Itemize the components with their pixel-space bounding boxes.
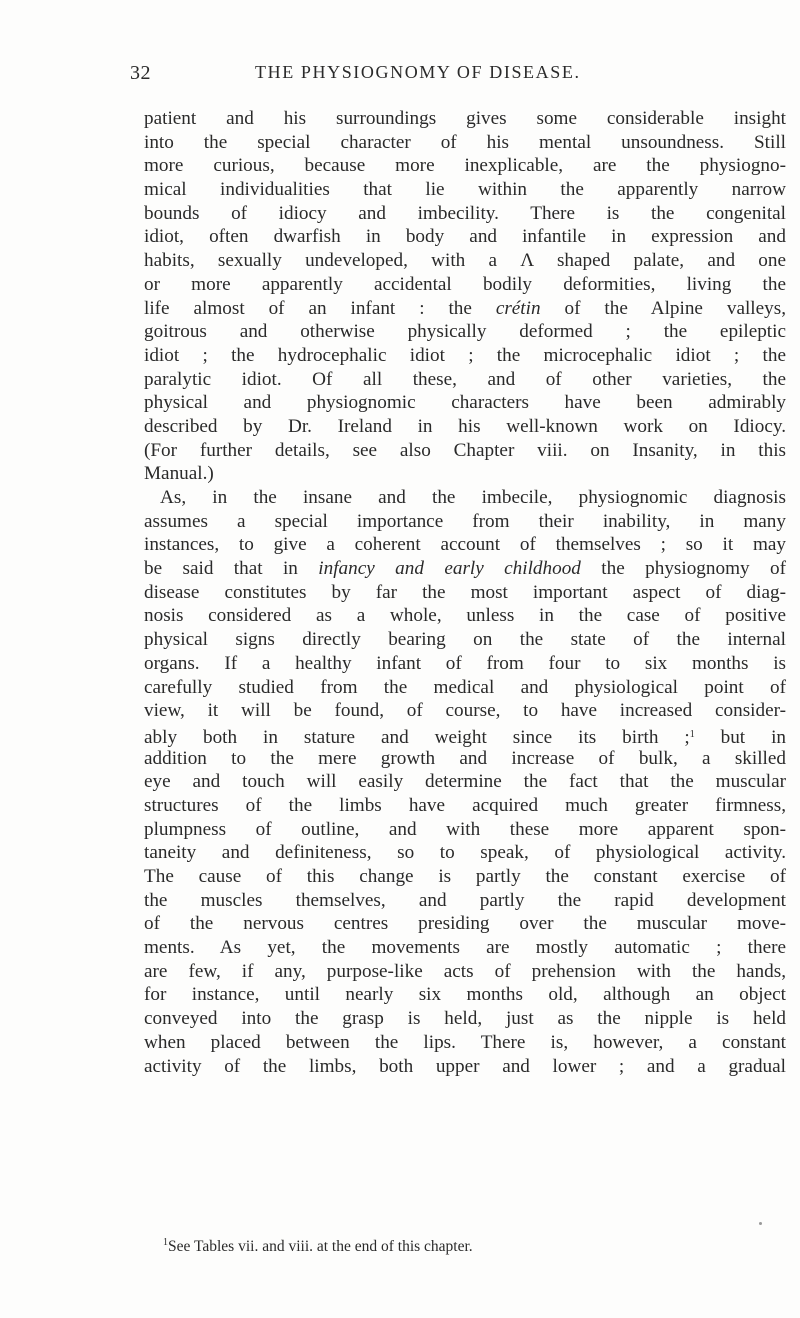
text-line: when placed between the lips. There is, however, a constant: [144, 1031, 786, 1053]
text-line: physical signs directly bearing on the state of the internal: [144, 629, 786, 651]
footnote-reference[interactable]: 1: [689, 728, 695, 740]
text-line: taneity and definiteness, so to speak, of physiological activity.: [144, 842, 786, 864]
body-text: [144, 107, 786, 1078]
footnote: [163, 1237, 473, 1256]
text-line: (For further details, see also Chapter viii. on Insanity, in this: [144, 439, 786, 461]
text-fragment: of the Alpine valleys,: [540, 297, 786, 319]
text-line: conveyed into the grasp is held, just as the nipple is held: [144, 1008, 786, 1030]
text-fragment: life almost of an infant : the: [144, 297, 496, 319]
running-head: [0, 62, 800, 92]
italic-phrase: infancy and early childhood: [318, 558, 581, 580]
text-line: plumpness of outline, and with these more apparent spon-: [144, 818, 786, 840]
text-line: activity of the limbs, both upper and lower ; and a gradual: [144, 1055, 786, 1077]
text-line: bounds of idiocy and imbecility. There is the congenital: [144, 202, 786, 224]
text-line: view, it will be found, of course, to have increased consider-: [144, 700, 786, 722]
text-line: instances, to give a coherent account of themselves ; so it may: [144, 534, 786, 556]
text-line-infancy: [144, 557, 786, 581]
text-fragment: ably both in stature and weight since its birth ;: [144, 726, 690, 748]
text-line: into the special character of his mental unsoundness. Still: [144, 131, 786, 153]
text-line: or more apparently accidental bodily deformities, living the: [144, 273, 786, 295]
footnote-text: See Tables vii. and viii. at the end of this chapter.: [168, 1238, 473, 1255]
text-line-cretin: [144, 297, 786, 321]
text-line: organs. If a healthy infant of from four to six months is: [144, 652, 786, 674]
text-line: of the nervous centres presiding over the muscular move-: [144, 913, 786, 935]
text-line: goitrous and otherwise physically deformed ; the epileptic: [144, 321, 786, 343]
text-line-footnote-ref: [144, 723, 786, 747]
paper-speck: [759, 1222, 762, 1225]
text-line: ments. As yet, the movements are mostly automatic ; there: [144, 937, 786, 959]
text-line: eye and touch will easily determine the fact that the muscular: [144, 771, 786, 793]
text-line: described by Dr. Ireland in his well-known work on Idiocy.: [144, 415, 786, 437]
text-line: are few, if any, purpose-like acts of prehension with the hands,: [144, 960, 786, 982]
text-line: idiot, often dwarfish in body and infantile in expression and: [144, 226, 786, 248]
text-line: idiot ; the hydrocephalic idiot ; the microcephalic idiot ; the: [144, 344, 786, 366]
text-line: the muscles themselves, and partly the rapid development: [144, 889, 786, 911]
text-line: As, in the insane and the imbecile, physiognomic diagnosis: [160, 487, 786, 508]
text-line: The cause of this change is partly the constant exercise of: [144, 866, 786, 887]
text-line: addition to the mere growth and increase of bulk, a skilled: [144, 747, 786, 769]
text-line: habits, sexually undeveloped, with a Λ shaped palate, and one: [144, 250, 786, 272]
text-line: mical individualities that lie within the apparently narrow: [144, 179, 786, 201]
italic-phrase: crétin: [495, 297, 541, 319]
running-title: THE PHYSIOGNOMY OF DISEASE.: [255, 62, 581, 82]
text-line: nosis considered as a whole, unless in the case of positive: [144, 605, 786, 627]
footnote-marker: 1: [163, 1237, 168, 1248]
text-fragment: be said that in: [144, 558, 319, 580]
text-line: Manual.): [144, 463, 214, 485]
text-line: paralytic idiot. Of all these, and of other varieties, the: [144, 368, 786, 390]
text-line: structures of the limbs have acquired much greater firmness,: [144, 794, 786, 816]
text-fragment: but in: [694, 726, 786, 748]
text-fragment: the physiognomy of: [580, 558, 786, 580]
text-line: physical and physiognomic characters have been admirably: [144, 392, 786, 414]
text-line: for instance, until nearly six months old, although an object: [144, 984, 786, 1006]
text-line: disease constitutes by far the most important aspect of diag-: [144, 581, 786, 603]
text-line: more curious, because more inexplicable, are the physiogno-: [144, 155, 786, 177]
text-line: patient and his surroundings gives some considerable insight: [144, 108, 786, 129]
text-line: assumes a special importance from their inability, in many: [144, 510, 786, 532]
page-number: 32: [130, 62, 151, 84]
text-line: carefully studied from the medical and physiological point of: [144, 676, 786, 698]
